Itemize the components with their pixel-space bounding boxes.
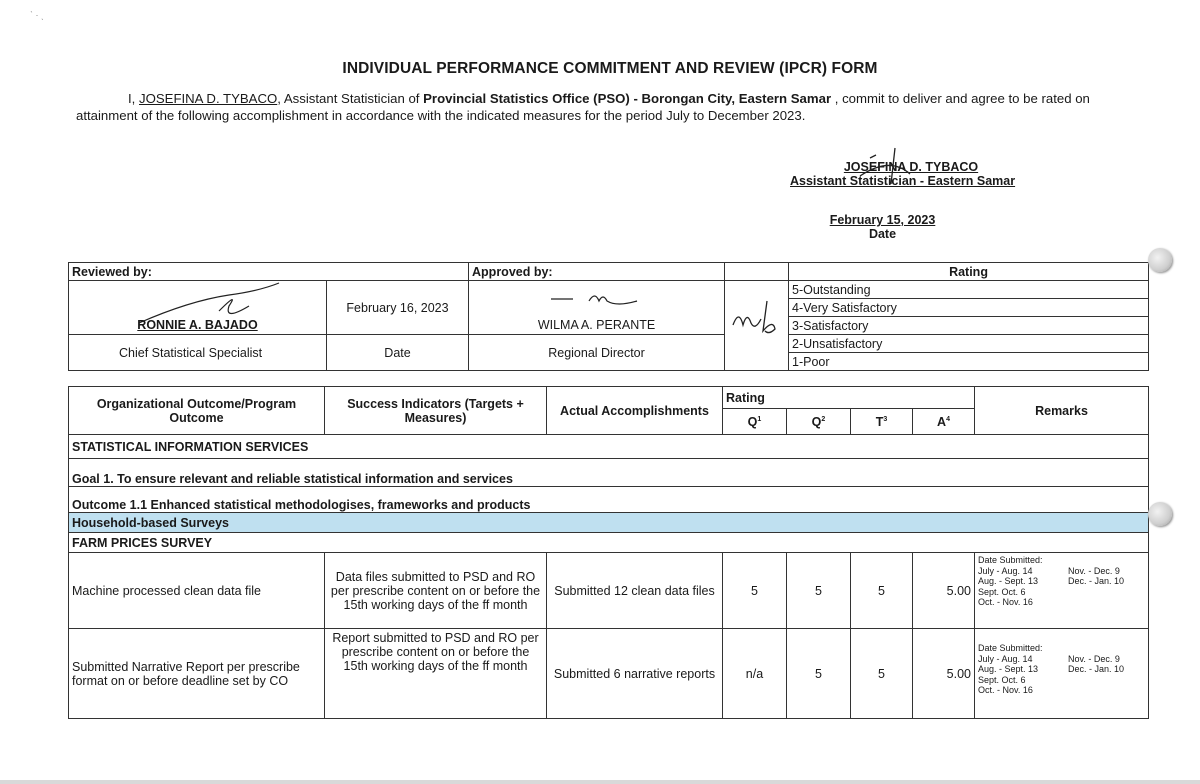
review-date: February 16, 2023 bbox=[327, 281, 469, 335]
intro-prefix: I, bbox=[128, 91, 136, 106]
header-t: $T^3$ bbox=[851, 409, 913, 435]
row-a: 5.00 bbox=[913, 553, 975, 629]
header-remarks: Remarks bbox=[975, 387, 1149, 435]
remarks-date: Nov. - Dec. 9 bbox=[1068, 565, 1120, 576]
outcome-row: Outcome 1.1 Enhanced statistical methodologises, frameworks and products bbox=[69, 487, 1149, 513]
binder-hole bbox=[1148, 502, 1172, 526]
reviewer-cell bbox=[69, 281, 327, 335]
review-date-label: Date bbox=[327, 335, 469, 371]
scale-1: 1-Poor bbox=[789, 353, 1149, 371]
reviewed-by-label: Reviewed by: bbox=[69, 263, 469, 281]
row-q1: n/a bbox=[723, 629, 787, 719]
approver-cell bbox=[469, 281, 725, 335]
table-row bbox=[69, 629, 1149, 719]
review-table bbox=[68, 262, 1149, 371]
remarks-date: Sept. Oct. 6 bbox=[978, 674, 1026, 685]
intro-suffix: , commit to deliver and agree to be rated on attainment of the following accomplishment in accordance with the indicated measures for the period July to December 2023. bbox=[76, 91, 1090, 123]
row-indicator: Data files submitted to PSD and RO per prescribe content on or before the 15th working days of the ff month bbox=[325, 553, 547, 629]
remarks-title: Date Submitted: bbox=[978, 555, 1043, 565]
form-title: INDIVIDUAL PERFORMANCE COMMITMENT AND REVIEW (IPCR) FORM bbox=[342, 60, 878, 77]
employee-date-label: Date bbox=[868, 227, 897, 241]
approver-name: WILMA A. PERANTE bbox=[537, 318, 656, 332]
remarks-date: Dec. - Jan. 10 bbox=[1068, 664, 1125, 674]
row-remarks bbox=[975, 553, 1149, 629]
reviewer-name: RONNIE A. BAJADO bbox=[137, 318, 258, 332]
remarks-date: Dec. - Jan. 10 bbox=[1068, 576, 1125, 586]
performance-table bbox=[68, 386, 1149, 719]
employee-name: JOSEFINA D. TYBACO bbox=[139, 91, 278, 106]
intro-mid: , Assistant Statistician of bbox=[277, 91, 420, 106]
header-accomplishments: Actual Accomplishments bbox=[547, 387, 723, 435]
office-name: Provincial Statistics Office (PSO) - Borongan City, Eastern Samar bbox=[423, 91, 832, 106]
approver-signature bbox=[549, 287, 649, 311]
remarks-title: Date Submitted: bbox=[978, 643, 1043, 653]
remarks-date: Nov. - Dec. 9 bbox=[1068, 653, 1120, 664]
approver-initial-cell bbox=[725, 281, 789, 371]
employee-signature-name: JOSEFINA D. TYBACO bbox=[843, 160, 979, 174]
row-remarks bbox=[975, 629, 1149, 719]
remarks-date: Oct. - Nov. 16 bbox=[978, 597, 1033, 607]
scale-5: 5-Outstanding bbox=[789, 281, 1149, 299]
initial-signature bbox=[729, 295, 785, 335]
header-a: $A^4$ bbox=[913, 409, 975, 435]
commitment-statement bbox=[76, 90, 1136, 124]
employee-date-block bbox=[780, 213, 985, 241]
header-q2: $Q^2$ bbox=[787, 409, 851, 435]
row-accomplishment: Submitted 12 clean data files bbox=[547, 553, 723, 629]
signature-mark bbox=[840, 146, 960, 186]
row-t: 5 bbox=[851, 629, 913, 719]
header-outcome: Organizational Outcome/Program Outcome bbox=[69, 387, 325, 435]
approver-position: Regional Director bbox=[469, 335, 725, 371]
approved-by-label: Approved by: bbox=[469, 263, 725, 281]
remarks-date: July - Aug. 14 bbox=[978, 565, 1033, 576]
header-indicators: Success Indicators (Targets + Measures) bbox=[325, 387, 547, 435]
section-row: STATISTICAL INFORMATION SERVICES bbox=[69, 435, 1149, 459]
scale-2: 2-Unsatisfactory bbox=[789, 335, 1149, 353]
remarks-date: Oct. - Nov. 16 bbox=[978, 685, 1033, 695]
survey-row: FARM PRICES SURVEY bbox=[69, 533, 1149, 553]
binder-hole bbox=[1148, 248, 1172, 272]
rating-label: Rating bbox=[789, 263, 1149, 281]
remarks-date: Aug. - Sept. 13 bbox=[978, 576, 1039, 586]
reviewer-position: Chief Statistical Specialist bbox=[69, 335, 327, 371]
scan-edge bbox=[0, 780, 1200, 784]
row-a: 5.00 bbox=[913, 629, 975, 719]
remarks-date: Sept. Oct. 6 bbox=[978, 586, 1026, 597]
scale-4: 4-Very Satisfactory bbox=[789, 299, 1149, 317]
employee-position: Assistant Statistician - Eastern Samar bbox=[790, 174, 1016, 188]
table-row bbox=[69, 553, 1149, 629]
category-row: Household-based Surveys bbox=[69, 513, 1149, 533]
header-q1: $Q^1$ bbox=[723, 409, 787, 435]
row-q2: 5 bbox=[787, 629, 851, 719]
goal-row: Goal 1. To ensure relevant and reliable statistical information and services bbox=[69, 459, 1149, 487]
scan-specks: ˋ · ˎ bbox=[30, 10, 44, 20]
employee-date: February 15, 2023 bbox=[829, 213, 936, 227]
row-indicator: Report submitted to PSD and RO per prescribe content on or before the 15th working days of the ff month bbox=[325, 629, 547, 719]
row-accomplishment: Submitted 6 narrative reports bbox=[547, 629, 723, 719]
employee-signature-block bbox=[780, 160, 1040, 188]
row-outcome: Submitted Narrative Report per prescribe format on or before deadline set by CO bbox=[69, 629, 325, 719]
header-rating: Rating bbox=[723, 387, 975, 409]
remarks-date: July - Aug. 14 bbox=[978, 653, 1033, 664]
row-outcome: Machine processed clean data file bbox=[69, 553, 325, 629]
row-q2: 5 bbox=[787, 553, 851, 629]
row-t: 5 bbox=[851, 553, 913, 629]
remarks-date: Aug. - Sept. 13 bbox=[978, 664, 1039, 674]
scale-3: 3-Satisfactory bbox=[789, 317, 1149, 335]
row-q1: 5 bbox=[723, 553, 787, 629]
